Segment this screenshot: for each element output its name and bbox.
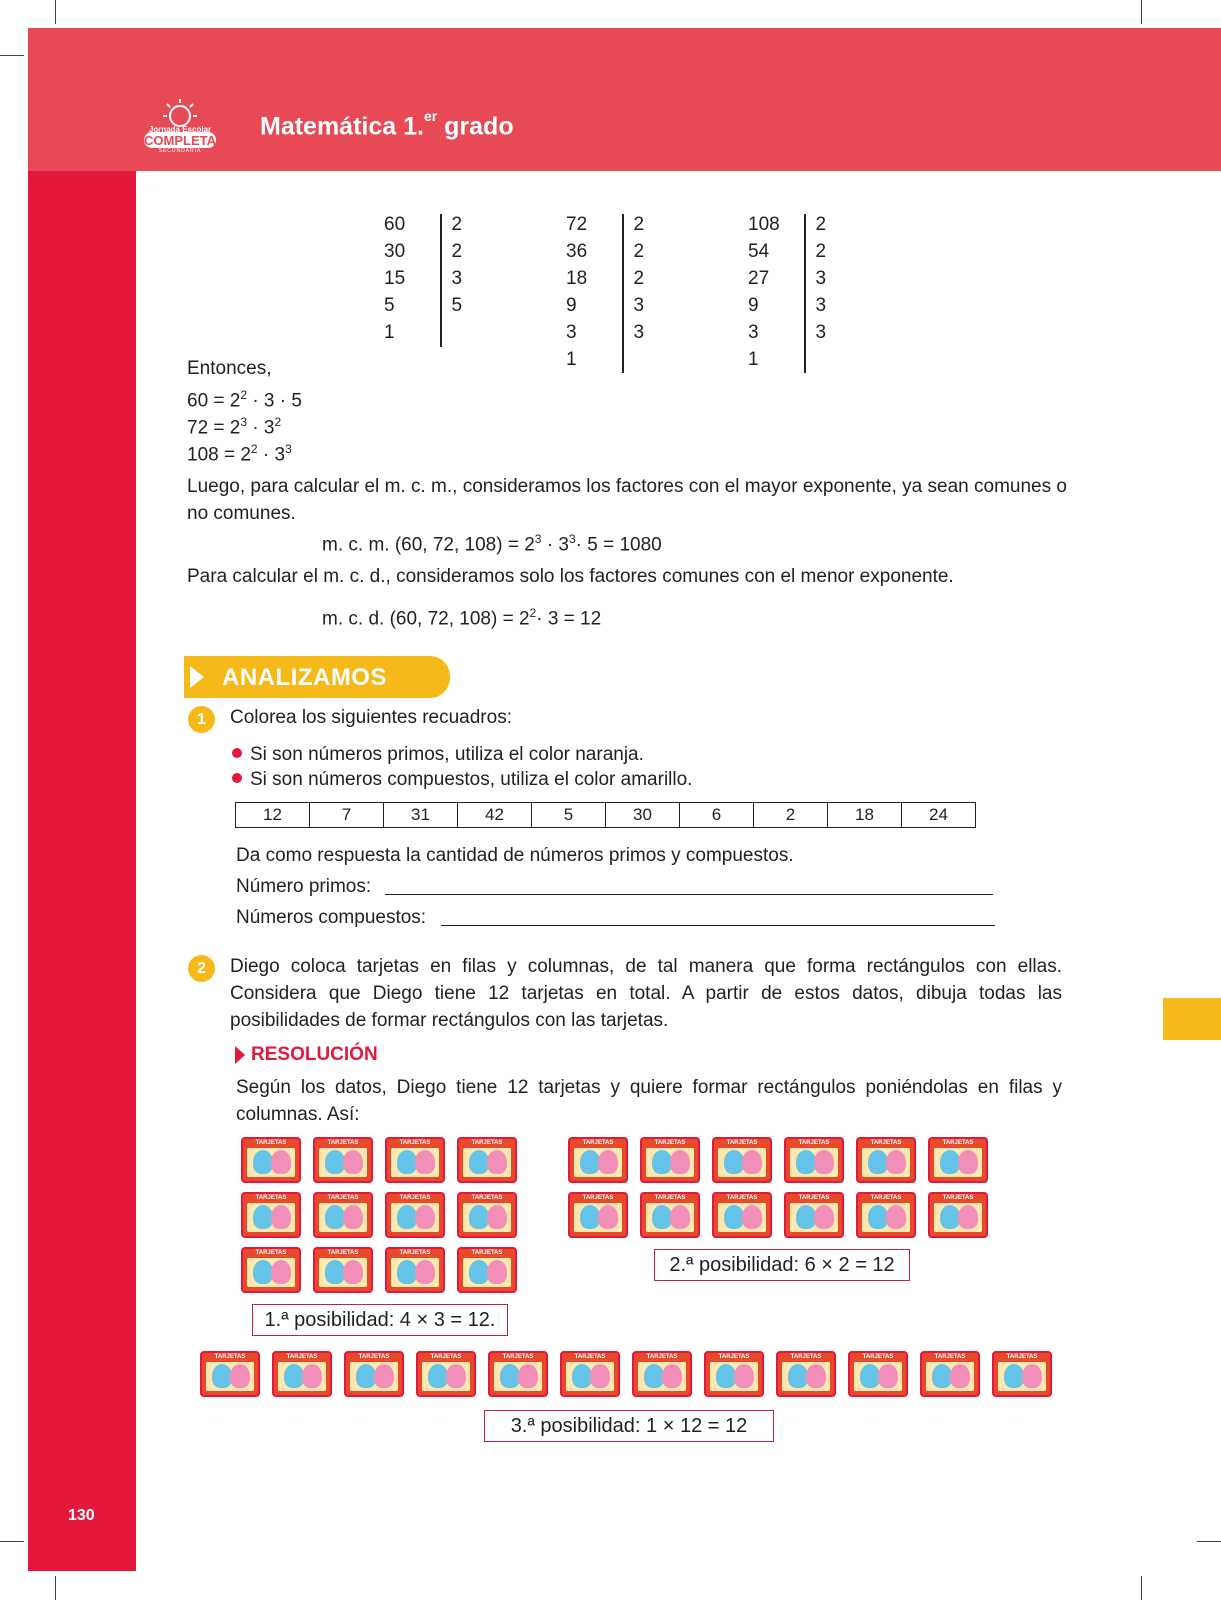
card-label: TARJETAS [358,1354,390,1360]
card-image [385,1137,445,1183]
compuestos-label: Números compuestos: [236,907,427,928]
factorization-108 [748,214,846,376]
card-image [712,1137,772,1183]
prime-factor [442,322,482,349]
card-image [776,1351,836,1397]
crop-mark [1141,1576,1142,1600]
card-label: TARJETAS [214,1354,246,1360]
equation-108: $108 = 2^2 \cdot 3^3$ [187,442,292,466]
q1-bullet-2: Si son números compuestos, utiliza el color amarillo. [250,769,693,790]
dividend: 9 [748,295,759,316]
mcm-explanation: Luego, para calcular el m. c. m., consideramos los factores con el mayor exponente, ya sean comunes o no comunes. [187,476,1067,524]
crop-mark [0,55,24,56]
card-label: TARJETAS [327,1140,359,1146]
card-label: TARJETAS [255,1140,287,1146]
number-cell[interactable]: 12 [236,803,310,828]
number-cell[interactable]: 6 [680,803,754,828]
number-cell[interactable]: 2 [754,803,828,828]
entonces-text: Entonces, [187,358,272,379]
card-image [344,1351,404,1397]
card-label: TARJETAS [255,1195,287,1201]
card-image [457,1192,517,1238]
dividend: 36 [566,241,588,262]
factorization-72 [566,214,664,376]
logo-line2: COMPLETA [144,133,216,148]
card-image [241,1247,301,1293]
primos-answer-line[interactable] [385,874,993,895]
card-image [856,1137,916,1183]
card-label: TARJETAS [399,1250,431,1256]
card-label: TARJETAS [934,1354,966,1360]
card-image [848,1351,908,1397]
logo-line1: Jornada Escolar [148,125,212,134]
prime-factor: 2 [815,241,827,262]
q1-text: Colorea los siguientes recuadros: [230,707,512,728]
crop-mark [1141,0,1142,24]
dividend: 60 [384,214,406,235]
number-cell[interactable]: 31 [384,803,458,828]
dividend: 1 [748,349,759,370]
q2-text: Diego coloca tarjetas en filas y columnas, de tal manera que forma rectángulos con ellas. Considera que Diego tiene 12 tarjetas en total. A partir de estos datos, dibuja todas las posibilidades de formar rectángulos con las tarjetas. [230,956,1062,1031]
card-label: TARJETAS [646,1354,678,1360]
card-image [385,1192,445,1238]
edge-tab [1163,998,1221,1040]
card-image [272,1351,332,1397]
card-image [457,1137,517,1183]
card-label: TARJETAS [582,1140,614,1146]
dividend: 18 [566,268,588,289]
possibility-2-label: 2.ª posibilidad: 6 × 2 = 12 [654,1249,910,1281]
card-image [385,1247,445,1293]
number-cell[interactable]: 30 [606,803,680,828]
page-title: Matemática 1.$^{er}$ grado [260,108,514,141]
card-image [928,1192,988,1238]
prime-factor: 2 [633,268,645,289]
card-label: TARJETAS [399,1140,431,1146]
possibility-3-label: 3.ª posibilidad: 1 × 12 = 12 [484,1410,774,1442]
card-label: TARJETAS [654,1195,686,1201]
card-image [992,1351,1052,1397]
prime-factor: 3 [451,268,463,289]
prime-factor: 3 [815,322,827,343]
card-image [568,1192,628,1238]
card-image [488,1351,548,1397]
prime-factor: 2 [815,214,827,235]
number-cell[interactable]: 7 [310,803,384,828]
mcd-explanation: Para calcular el m. c. d., consideramos solo los factores comunes con el menor exponente. [187,566,954,587]
card-image [241,1137,301,1183]
question-number-1: 1 [188,706,215,733]
number-cell[interactable]: 5 [532,803,606,828]
card-label: TARJETAS [286,1354,318,1360]
factorization-60 [384,214,482,349]
resolution-title: RESOLUCIÓN [251,1044,378,1065]
card-label: TARJETAS [870,1140,902,1146]
chevron-right-icon [235,1046,245,1064]
card-label: TARJETAS [870,1195,902,1201]
dividend: 9 [566,295,577,316]
dividend: 30 [384,241,406,262]
prime-factor: 3 [815,295,827,316]
card-image [568,1137,628,1183]
card-image [920,1351,980,1397]
card-image [313,1247,373,1293]
card-label: TARJETAS [471,1195,503,1201]
card-label: TARJETAS [255,1250,287,1256]
card-image [704,1351,764,1397]
card-image [200,1351,260,1397]
card-label: TARJETAS [399,1195,431,1201]
dividend: 54 [748,241,770,262]
card-label: TARJETAS [798,1195,830,1201]
dividend: 3 [566,322,577,343]
mcm-equation: m. c. m. (60, 72, $108) = 2^3 \cdot 3^3\cdot 5 = 1080$ [322,532,662,556]
card-label: TARJETAS [574,1354,606,1360]
sidebar-strip [28,171,136,1571]
card-label: TARJETAS [726,1195,758,1201]
compuestos-answer-line[interactable] [441,905,995,926]
question-number-2: 2 [188,955,215,982]
logo-line3: SECUNDARIA [158,148,202,154]
mcd-equation: m. c. d. (60, 72, $108) = 2^2\cdot 3 = 12$ [322,606,602,630]
play-icon [190,666,204,688]
dividend: 5 [384,295,395,316]
q1-answer-prompt: Da como respuesta la cantidad de números primos y compuestos. [236,845,794,866]
card-label: TARJETAS [942,1140,974,1146]
numbers-table [235,802,976,828]
card-label: TARJETAS [327,1195,359,1201]
page-number: 130 [68,1507,95,1524]
bullet-icon [232,748,242,758]
number-cell[interactable]: 42 [458,803,532,828]
card-label: TARJETAS [502,1354,534,1360]
bullet-icon [232,773,242,783]
prime-factor: 3 [815,268,827,289]
dividend: 27 [748,268,770,289]
dividend: 72 [566,214,588,235]
q1-bullet-1: Si son números primos, utiliza el color naranja. [250,744,644,765]
dividend: 3 [748,322,759,343]
crop-mark [0,1541,24,1542]
card-label: TARJETAS [790,1354,822,1360]
crop-mark [55,0,56,24]
card-image [640,1137,700,1183]
dividend: 108 [748,214,780,235]
dividend: 1 [566,349,577,370]
prime-factor: 2 [633,241,645,262]
logo [140,96,220,158]
card-label: TARJETAS [942,1195,974,1201]
card-label: TARJETAS [718,1354,750,1360]
card-image [313,1137,373,1183]
section-title: ANALIZAMOS [222,664,387,691]
card-label: TARJETAS [862,1354,894,1360]
card-label: TARJETAS [726,1140,758,1146]
card-image [241,1192,301,1238]
card-label: TARJETAS [798,1140,830,1146]
card-image [856,1192,916,1238]
card-image [632,1351,692,1397]
crop-mark [55,1576,56,1600]
number-cell[interactable]: 24 [902,803,976,828]
prime-factor: 5 [451,295,463,316]
card-label: TARJETAS [582,1195,614,1201]
card-label: TARJETAS [327,1250,359,1256]
crop-mark [1197,1541,1221,1542]
card-image [784,1192,844,1238]
prime-factor: 3 [633,295,645,316]
prime-factor: 2 [633,214,645,235]
equation-72: $72 = 2^3 \cdot 3^2$ [187,415,282,439]
card-label: TARJETAS [430,1354,462,1360]
card-image [640,1192,700,1238]
dividend: 15 [384,268,406,289]
card-image [416,1351,476,1397]
dividend: 1 [384,322,395,343]
prime-factor: 2 [451,214,463,235]
prime-factor: 2 [451,241,463,262]
card-label: TARJETAS [471,1140,503,1146]
prime-factor [806,349,846,376]
prime-factor [624,349,664,376]
prime-factor: 3 [633,322,645,343]
card-label: TARJETAS [471,1250,503,1256]
card-image [712,1192,772,1238]
primos-label: Número primos: [236,876,372,897]
equation-60: $60 = 2^2 \cdot 3 \cdot 5$ [187,388,302,412]
possibility-1-label: 1.ª posibilidad: 4 × 3 = 12. [252,1304,508,1336]
card-image [457,1247,517,1293]
resolution-text: Según los datos, Diego tiene 12 tarjetas y quiere formar rectángulos poniéndolas en filas y columnas. Así: [236,1077,1062,1125]
card-image [928,1137,988,1183]
card-label: TARJETAS [1006,1354,1038,1360]
card-image [784,1137,844,1183]
card-image [560,1351,620,1397]
card-label: TARJETAS [654,1140,686,1146]
card-image [313,1192,373,1238]
number-cell[interactable]: 18 [828,803,902,828]
